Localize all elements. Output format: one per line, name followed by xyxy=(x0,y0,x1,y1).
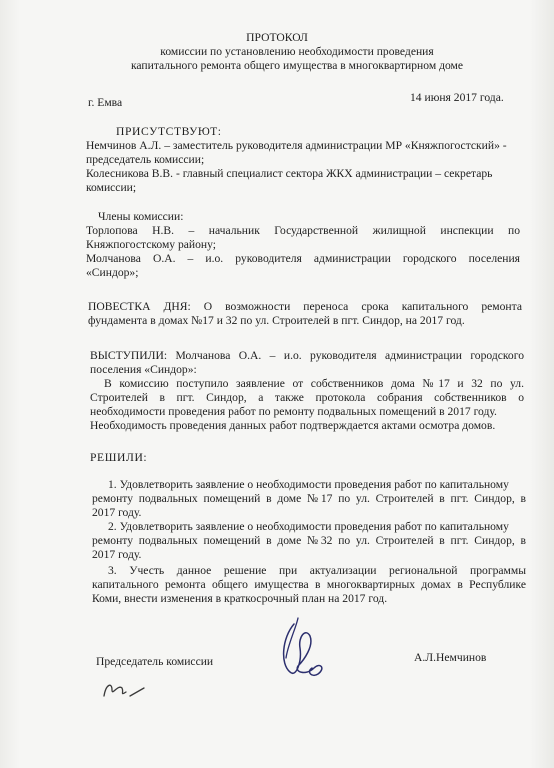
decision2-line3: 2017 году. xyxy=(92,548,142,561)
secretary-line2: комиссии; xyxy=(86,181,137,194)
member2-line1: Молчанова О.А. – и.о. руководителя администрации городского поселения xyxy=(86,252,520,265)
place: г. Емва xyxy=(88,96,123,109)
member1-line1: Торлопова Н.В. – начальник Государственной жилищной инспекции по xyxy=(86,224,520,237)
document-title: ПРОТОКОЛ xyxy=(246,31,308,44)
decision2-line2: ремонту подвальных помещений в доме №32 по ул. Строителей в пгт. Синдор, в xyxy=(92,534,526,547)
handwritten-signature xyxy=(276,614,336,694)
date: 14 июня 2017 года. xyxy=(410,91,504,104)
document-subtitle-line1: комиссии по установлению необходимости проведения xyxy=(160,45,434,58)
decision3-line1: 3. Учесть данное решение при актуализации региональной программы xyxy=(108,564,526,577)
member2-line2: «Синдор»; xyxy=(86,266,139,279)
speakers-line6: Необходимость проведения данных работ подтверждается актами осмотра домов. xyxy=(90,419,496,432)
secretary-line1: Колесникова В.В. - главный специалист сектора ЖКХ администрации – секретарь xyxy=(86,167,493,180)
member1-line2: Княжпогостскому району; xyxy=(86,238,216,251)
chair-line2: председатель комиссии; xyxy=(86,153,205,166)
signature-role: Председатель комиссии xyxy=(96,655,214,668)
agenda-line2: фундамента в домах №17 и 32 по ул. Строителей в пгт. Синдор, на 2017 год. xyxy=(88,314,465,327)
present-heading: ПРИСУТСТВУЮТ: xyxy=(116,125,222,138)
signature-name: А.Л.Немчинов xyxy=(414,651,487,664)
document-subtitle-line2: капитального ремонта общего имущества в многоквартирном доме xyxy=(130,59,464,72)
decided-heading: РЕШИЛИ: xyxy=(90,451,148,464)
speakers-line4: Строителей в пгт. Синдор, а также протокола собрания собственников о xyxy=(90,391,524,404)
decision3-line3: Коми, внести изменения в краткосрочный план на 2017 год. xyxy=(92,592,388,605)
decision1-line1: 1. Удовлетворить заявление о необходимости проведения работ по капитальному xyxy=(108,478,509,491)
speakers-line2: поселения «Синдор»: xyxy=(90,363,197,376)
decision1-line2: ремонту подвальных помещений в доме №17 по ул. Строителей в пгт. Синдор, в xyxy=(92,492,526,505)
decision1-line3: 2017 году. xyxy=(92,506,142,519)
decision2-line1: 2. Удовлетворить заявление о необходимости проведения работ по капитальному xyxy=(108,520,509,533)
speakers-line1: ВЫСТУПИЛИ: Молчанова О.А. – и.о. руководителя администрации городского xyxy=(90,349,524,362)
agenda-line1: ПОВЕСТКА ДНЯ: О возможности переноса срока капитального ремонта xyxy=(88,300,522,313)
speakers-line5: необходимости проведения работ по ремонту подвальных помещений в 2017 году. xyxy=(90,405,497,418)
members-heading: Члены комиссии: xyxy=(98,210,184,223)
chair-line1: Немчинов А.Л. – заместитель руководителя администрации МР «Княжпогостский» - xyxy=(86,139,507,152)
speakers-line3: В комиссию поступило заявление от собственников дома №17 и 32 по ул. xyxy=(104,377,524,390)
initials-scribble xyxy=(100,678,150,702)
decision3-line2: капитального ремонта общего имущества в многоквартирных домах в Республике xyxy=(92,578,526,591)
